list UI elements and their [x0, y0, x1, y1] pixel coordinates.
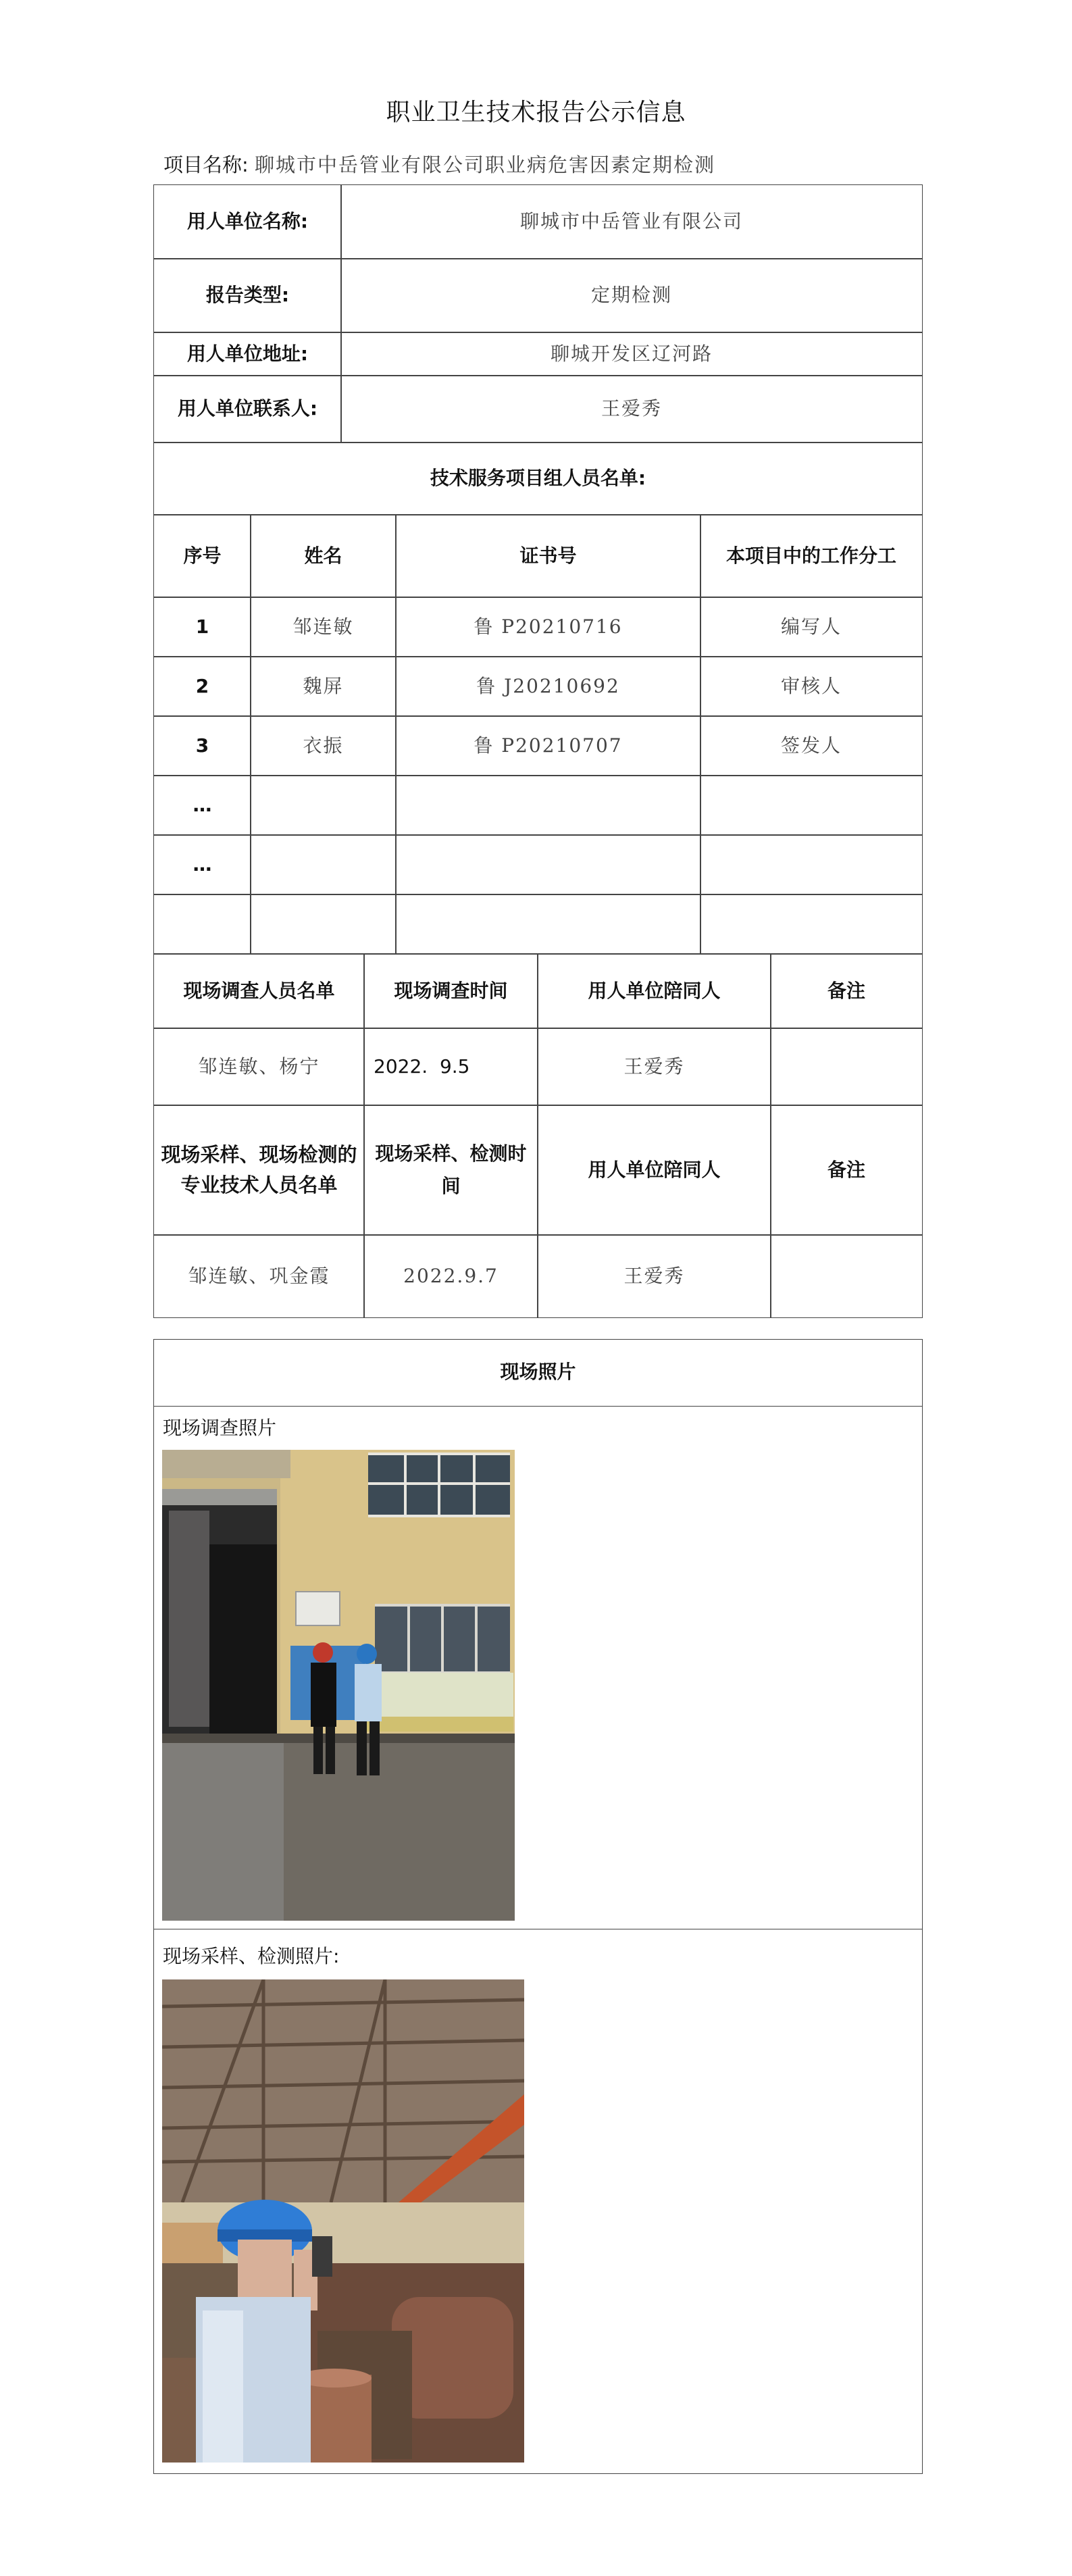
team-row-cert: 鲁 P20210707 [395, 715, 701, 776]
unit-name-value: 聊城市中岳管业有限公司 [340, 184, 923, 259]
report-type-value: 定期检测 [340, 258, 923, 333]
sampling-header-remark: 备注 [770, 1105, 923, 1236]
sampling-time: 2022.9.7 [363, 1234, 538, 1318]
team-row-cert: 鲁 J20210692 [395, 656, 701, 717]
team-row-name: 邹连敏 [250, 597, 397, 657]
survey-header-remark: 备注 [770, 953, 923, 1029]
team-row-role: 编写人 [700, 597, 923, 657]
team-row-cert: 鲁 P20210716 [395, 597, 701, 657]
team-row-name: 魏屏 [250, 656, 397, 717]
team-row-no: 2 [153, 656, 251, 717]
sampling-header-staff: 现场采样、现场检测的专业技术人员名单 [153, 1105, 365, 1236]
survey-photo [162, 1450, 515, 1921]
team-row-name: 衣振 [250, 715, 397, 776]
address-value: 聊城开发区辽河路 [340, 332, 923, 376]
photo-heading: 现场照片 [153, 1339, 923, 1407]
team-header-cert: 证书号 [395, 514, 701, 598]
team-row-name [250, 834, 397, 895]
contact-label: 用人单位联系人: [153, 375, 342, 443]
contact-value: 王爱秀 [340, 375, 923, 443]
team-row-name [250, 775, 397, 836]
team-row-no: 1 [153, 597, 251, 657]
address-label: 用人单位地址: [153, 332, 342, 376]
survey-remark [770, 1028, 923, 1106]
team-header-role: 本项目中的工作分工 [700, 514, 923, 598]
team-row-role [700, 834, 923, 895]
team-row-no [153, 894, 251, 955]
sampling-escort: 王爱秀 [537, 1234, 771, 1318]
team-row-role: 签发人 [700, 715, 923, 776]
page-title: 职业卫生技术报告公示信息 [386, 99, 686, 126]
survey-staff: 邹连敏、杨宁 [153, 1028, 365, 1106]
sampling-header-time: 现场采样、检测时间 [363, 1105, 538, 1236]
sampling-header-escort: 用人单位陪同人 [537, 1105, 771, 1236]
team-row-no: 3 [153, 715, 251, 776]
team-heading: 技术服务项目组人员名单: [153, 442, 923, 515]
report-type-label: 报告类型: [153, 258, 342, 333]
survey-escort: 王爱秀 [537, 1028, 771, 1106]
team-header-no: 序号 [153, 514, 251, 598]
team-header-name: 姓名 [250, 514, 397, 598]
survey-header-staff: 现场调查人员名单 [153, 953, 365, 1029]
team-row-cert [395, 834, 701, 895]
team-row-no: … [153, 775, 251, 836]
project-value: 聊城市中岳管业有限公司职业病危害因素定期检测 [255, 153, 716, 176]
team-row-role: 审核人 [700, 656, 923, 717]
team-row-no: … [153, 834, 251, 895]
project-line [163, 150, 715, 178]
team-row-cert [395, 894, 701, 955]
team-row-name [250, 894, 397, 955]
sampling-photo-label: 现场采样、检测照片: [163, 1945, 340, 1967]
sampling-remark [770, 1234, 923, 1318]
sampling-photo [162, 1979, 524, 2463]
survey-time: 2022. 9.5 [363, 1028, 538, 1106]
sampling-staff: 邹连敏、巩金霞 [153, 1234, 365, 1318]
team-row-role [700, 775, 923, 836]
team-row-role [700, 894, 923, 955]
survey-header-time: 现场调查时间 [363, 953, 538, 1029]
survey-header-escort: 用人单位陪同人 [537, 953, 771, 1029]
team-row-cert [395, 775, 701, 836]
survey-photo-label: 现场调查照片 [163, 1417, 277, 1439]
project-label: 项目名称: [163, 153, 249, 176]
unit-name-label: 用人单位名称: [153, 184, 342, 259]
